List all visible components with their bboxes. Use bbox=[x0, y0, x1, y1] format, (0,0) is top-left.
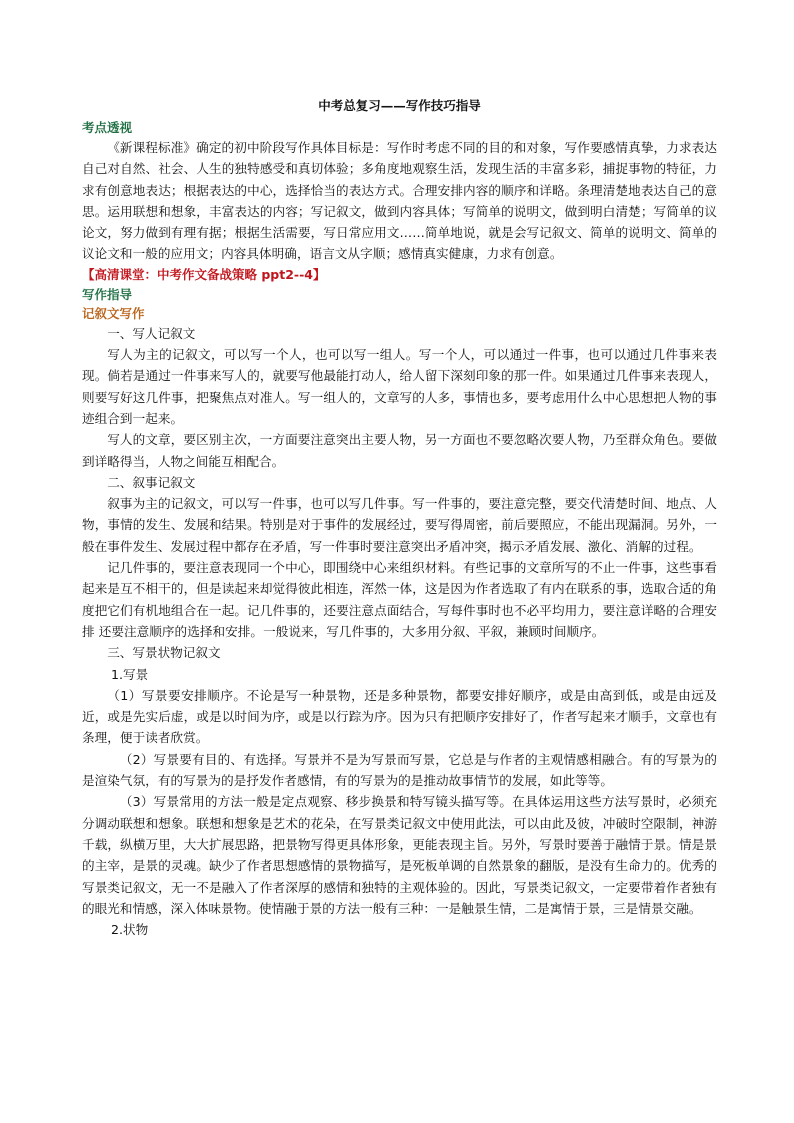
paragraph-xieren-1: 写人为主的记叙文，可以写一个人，也可以写一组人。写一个人，可以通过一件事，也可以通过几件事来表现。倘若是通过一件事来写人的，就要写他最能打动人，给人留下深刻印象的那一件。如果通过几件事来表现人，则要写好这几件事，把聚焦点对准人。写一组人的，文章写的人多，事情也多，要考虑用什么中心思想把人物的事迹组合到一起来。 bbox=[82, 347, 717, 426]
paragraph-xushi-1: 叙事为主的记叙文，可以写一件事，也可以写几件事。写一件事的，要注意完整，要交代清楚时间、地点、人物，事情的发生、发展和结果。特别是对于事件的发展经过，要写得周密，前后要照应，不能出现漏洞。另外，一般在事件发生、发展过程中都存在矛盾，写一件事时要注意突出矛盾冲突，揭示矛盾发展、激化、消解的过程。 bbox=[82, 496, 717, 554]
paragraph-jing-3: （3）写景常用的方法一般是定点观察、移步换景和特写镜头描写等。在具体运用这些方法写景时，必须充分调动联想和想象。联想和想象是艺术的花朵，在写景类记叙文中使用此法，可以由此及彼，冲破时空限制，神游千载，纵横万里，大大扩展思路，把景物写得更具体形象，更能表现主旨。另外，写景时要善于融情于景。情是景的主宰，是景的灵魂。缺少了作者思想感情的景物描写，是死板单调的自然景象的翻版，是没有生命力的。优秀的写景类记叙文，无一不是融入了作者深厚的感情和独特的主观体验的。因此，写景类记叙文，一定要带着作者独有的眼光和情感，深入体味景物。使情融于景的方法一般有三种：一是触景生情，二是寓情于景，三是情景交融。 bbox=[82, 794, 717, 916]
subheading-xiejing: 三、写景状物记叙文 bbox=[107, 645, 221, 661]
paragraph-kaodian: 《新课程标准》确定的初中阶段写作具体目标是：写作时考虑不同的目的和对象，写作要感情真挚，力求表达自己对自然、社会、人生的独特感受和真切体验；多角度地观察生活，发现生活的丰富多彩，捕捉事物的特征，力求有创意地表达；根据表达的中心，选择恰当的表达方式。合理安排内容的顺序和详略。条理清楚地表达自己的意思。运用联想和想象，丰富表达的内容；写记叙文，做到内容具体；写简单的说明文，做到明白清楚；写简单的议论文，努力做到有理有据；根据生活需要，写日常应用文……简单地说，就是会写记叙文、简单的说明文、简单的议论文和一般的应用文；内容具体明确，语言文从字顺；感情真实健康，力求有创意。 bbox=[82, 140, 717, 262]
section-heading-kaodian: 考点透视 bbox=[82, 120, 133, 135]
paragraph-jing-2: （2）写景要有目的、有选择。写景并不是为写景而写景，它总是与作者的主观情感相融合。有的写景为的是渲染气氛，有的写景为的是抒发作者感情，有的写景为的是推动故事情节的发展，如此等等。 bbox=[82, 751, 717, 789]
subheading-wu: 2.状物 bbox=[110, 922, 149, 938]
document-title: 中考总复习——写作技巧指导 bbox=[318, 98, 481, 113]
paragraph-xieren-2: 写人的文章，要区别主次，一方面要注意突出主要人物，另一方面也不要忽略次要人物，乃至群众角色。要做到详略得当，人物之间能互相配合。 bbox=[82, 432, 717, 469]
paragraph-jing-1: （1）写景要安排顺序。不论是写一种景物，还是多种景物，都要安排好顺序，或是由高到低，或是由远及近，或是先实后虚，或是以时间为序，或是以行踪为序。因为只有把顺序安排好了，作者写起来才顺手，文章也有条理，便于读者欣赏。 bbox=[82, 687, 717, 746]
subheading-jing: 1.写景 bbox=[110, 666, 149, 682]
paragraph-xushi-2: 记几件事的，要注意表现同一个中心，即围绕中心来组织材料。有些记事的文章所写的不止一件事，这些事看起来是互不相干的，但是读起来却觉得彼此相连，浑然一体，这是因为作者选取了有内在联系的事，选取合适的角度把它们有机地组合在一起。记几件事的，还要注意点面结合，写每件事时也不必平均用力，要注意详略的合理安排 还要注意顺序的选择和安排。一般说来，写几件事的，大多用分叙、平叙，兼顾时间顺序。 bbox=[82, 560, 717, 639]
lecture-link[interactable]: 【高清课堂：中考作文备战策略 ppt2--4】 bbox=[82, 266, 326, 282]
section-heading-zhidao: 写作指导 bbox=[82, 286, 133, 302]
subheading-xieren: 一、写人记叙文 bbox=[107, 325, 196, 341]
section-heading-jixu: 记叙文写作 bbox=[82, 305, 145, 321]
subheading-xushi: 二、叙事记叙文 bbox=[107, 474, 196, 490]
